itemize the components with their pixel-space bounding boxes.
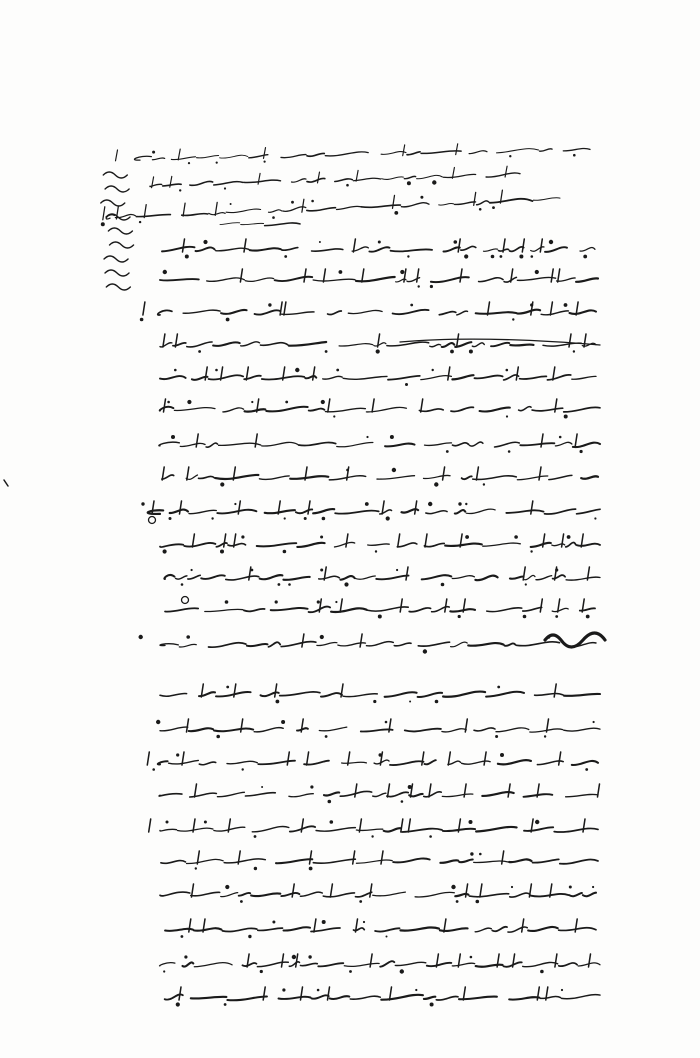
- text-line-4: [160, 334, 596, 354]
- text-line-8: [162, 467, 598, 487]
- text-line-19: [161, 851, 598, 870]
- text-line-5: [160, 367, 596, 386]
- text-line-6: [160, 399, 600, 419]
- text-line-12: [165, 599, 595, 619]
- text-line-17: [159, 784, 599, 803]
- text-line-3: [140, 302, 596, 321]
- text-line-21: [165, 919, 596, 938]
- text-line-1: [162, 239, 595, 259]
- text-line-18: [149, 819, 598, 838]
- header-scribble-line: [116, 144, 591, 164]
- line-ending-marker: [149, 517, 156, 524]
- text-line-20: [160, 884, 596, 903]
- marginal-note: [101, 172, 134, 290]
- header-scribble-line: [150, 166, 520, 191]
- text-line-13: [139, 634, 597, 654]
- text-line-23: [165, 987, 600, 1007]
- edge-mark: [4, 480, 8, 486]
- text-line-16: [147, 752, 598, 771]
- bold-heading-word: [545, 633, 605, 647]
- header-scribble-line: [101, 190, 560, 226]
- text-line-14: [160, 684, 600, 703]
- text-line-9: [141, 501, 600, 521]
- text-line-2: [160, 269, 598, 288]
- text-line-11: [164, 567, 600, 587]
- text-line-7: [159, 434, 600, 453]
- text-line-15: [156, 719, 600, 738]
- text-line-10: [160, 534, 600, 554]
- text-line-22: [160, 954, 600, 974]
- line-ending-marker: [182, 597, 189, 604]
- header-scribble-line: [220, 223, 300, 226]
